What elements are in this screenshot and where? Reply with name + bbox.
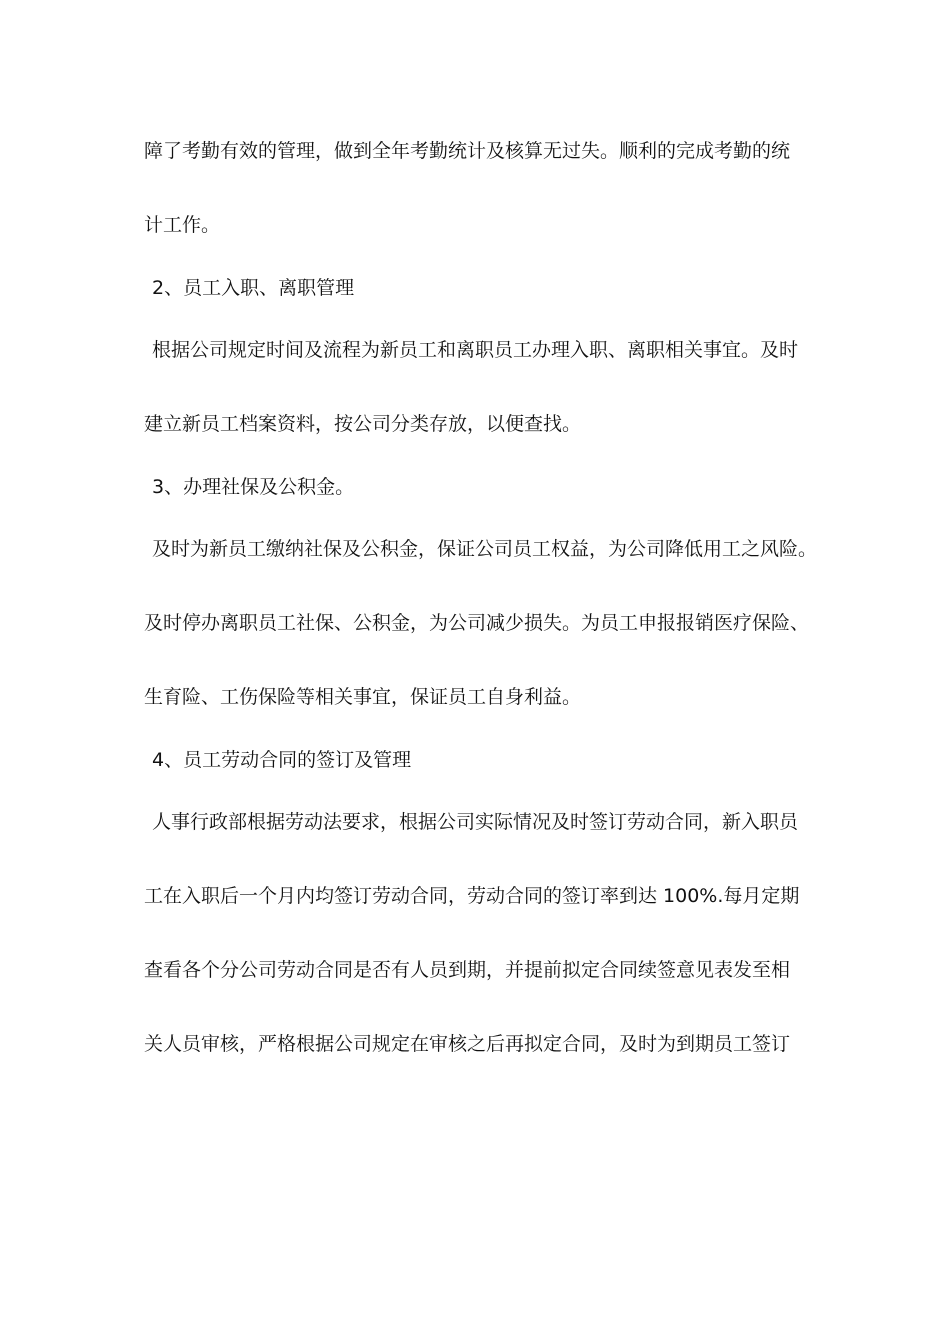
section-heading: 4、员工劳动合同的签订及管理 — [152, 749, 412, 771]
paragraph-line: 根据公司规定时间及流程为新员工和离职员工办理入职、离职相关事宜。及时 — [152, 339, 799, 361]
paragraph-line: 生育险、工伤保险等相关事宜，保证员工自身利益。 — [144, 686, 582, 708]
paragraph-line: 及时为新员工缴纳社保及公积金，保证公司员工权益，为公司降低用工之风险。 — [152, 538, 818, 560]
paragraph-line: 及时停办离职员工社保、公积金，为公司减少损失。为员工申报报销医疗保险、 — [144, 612, 810, 634]
paragraph-line: 人事行政部根据劳动法要求，根据公司实际情况及时签订劳动合同，新入职员 — [152, 811, 799, 833]
paragraph-line: 关人员审核，严格根据公司规定在审核之后再拟定合同，及时为到期员工签订 — [144, 1033, 791, 1055]
paragraph-line: 计工作。 — [144, 214, 221, 236]
paragraph-line: 建立新员工档案资料，按公司分类存放，以便查找。 — [144, 413, 582, 435]
paragraph-line: 查看各个分公司劳动合同是否有人员到期，并提前拟定合同续签意见表发至相 — [144, 959, 791, 981]
section-heading: 2、员工入职、离职管理 — [152, 277, 355, 299]
paragraph-line: 工在入职后一个月内均签订劳动合同，劳动合同的签订率到达 100%.每月定期 — [144, 885, 800, 907]
section-heading: 3、办理社保及公积金。 — [152, 476, 355, 498]
paragraph-line: 障了考勤有效的管理，做到全年考勤统计及核算无过失。顺利的完成考勤的统 — [144, 140, 791, 162]
